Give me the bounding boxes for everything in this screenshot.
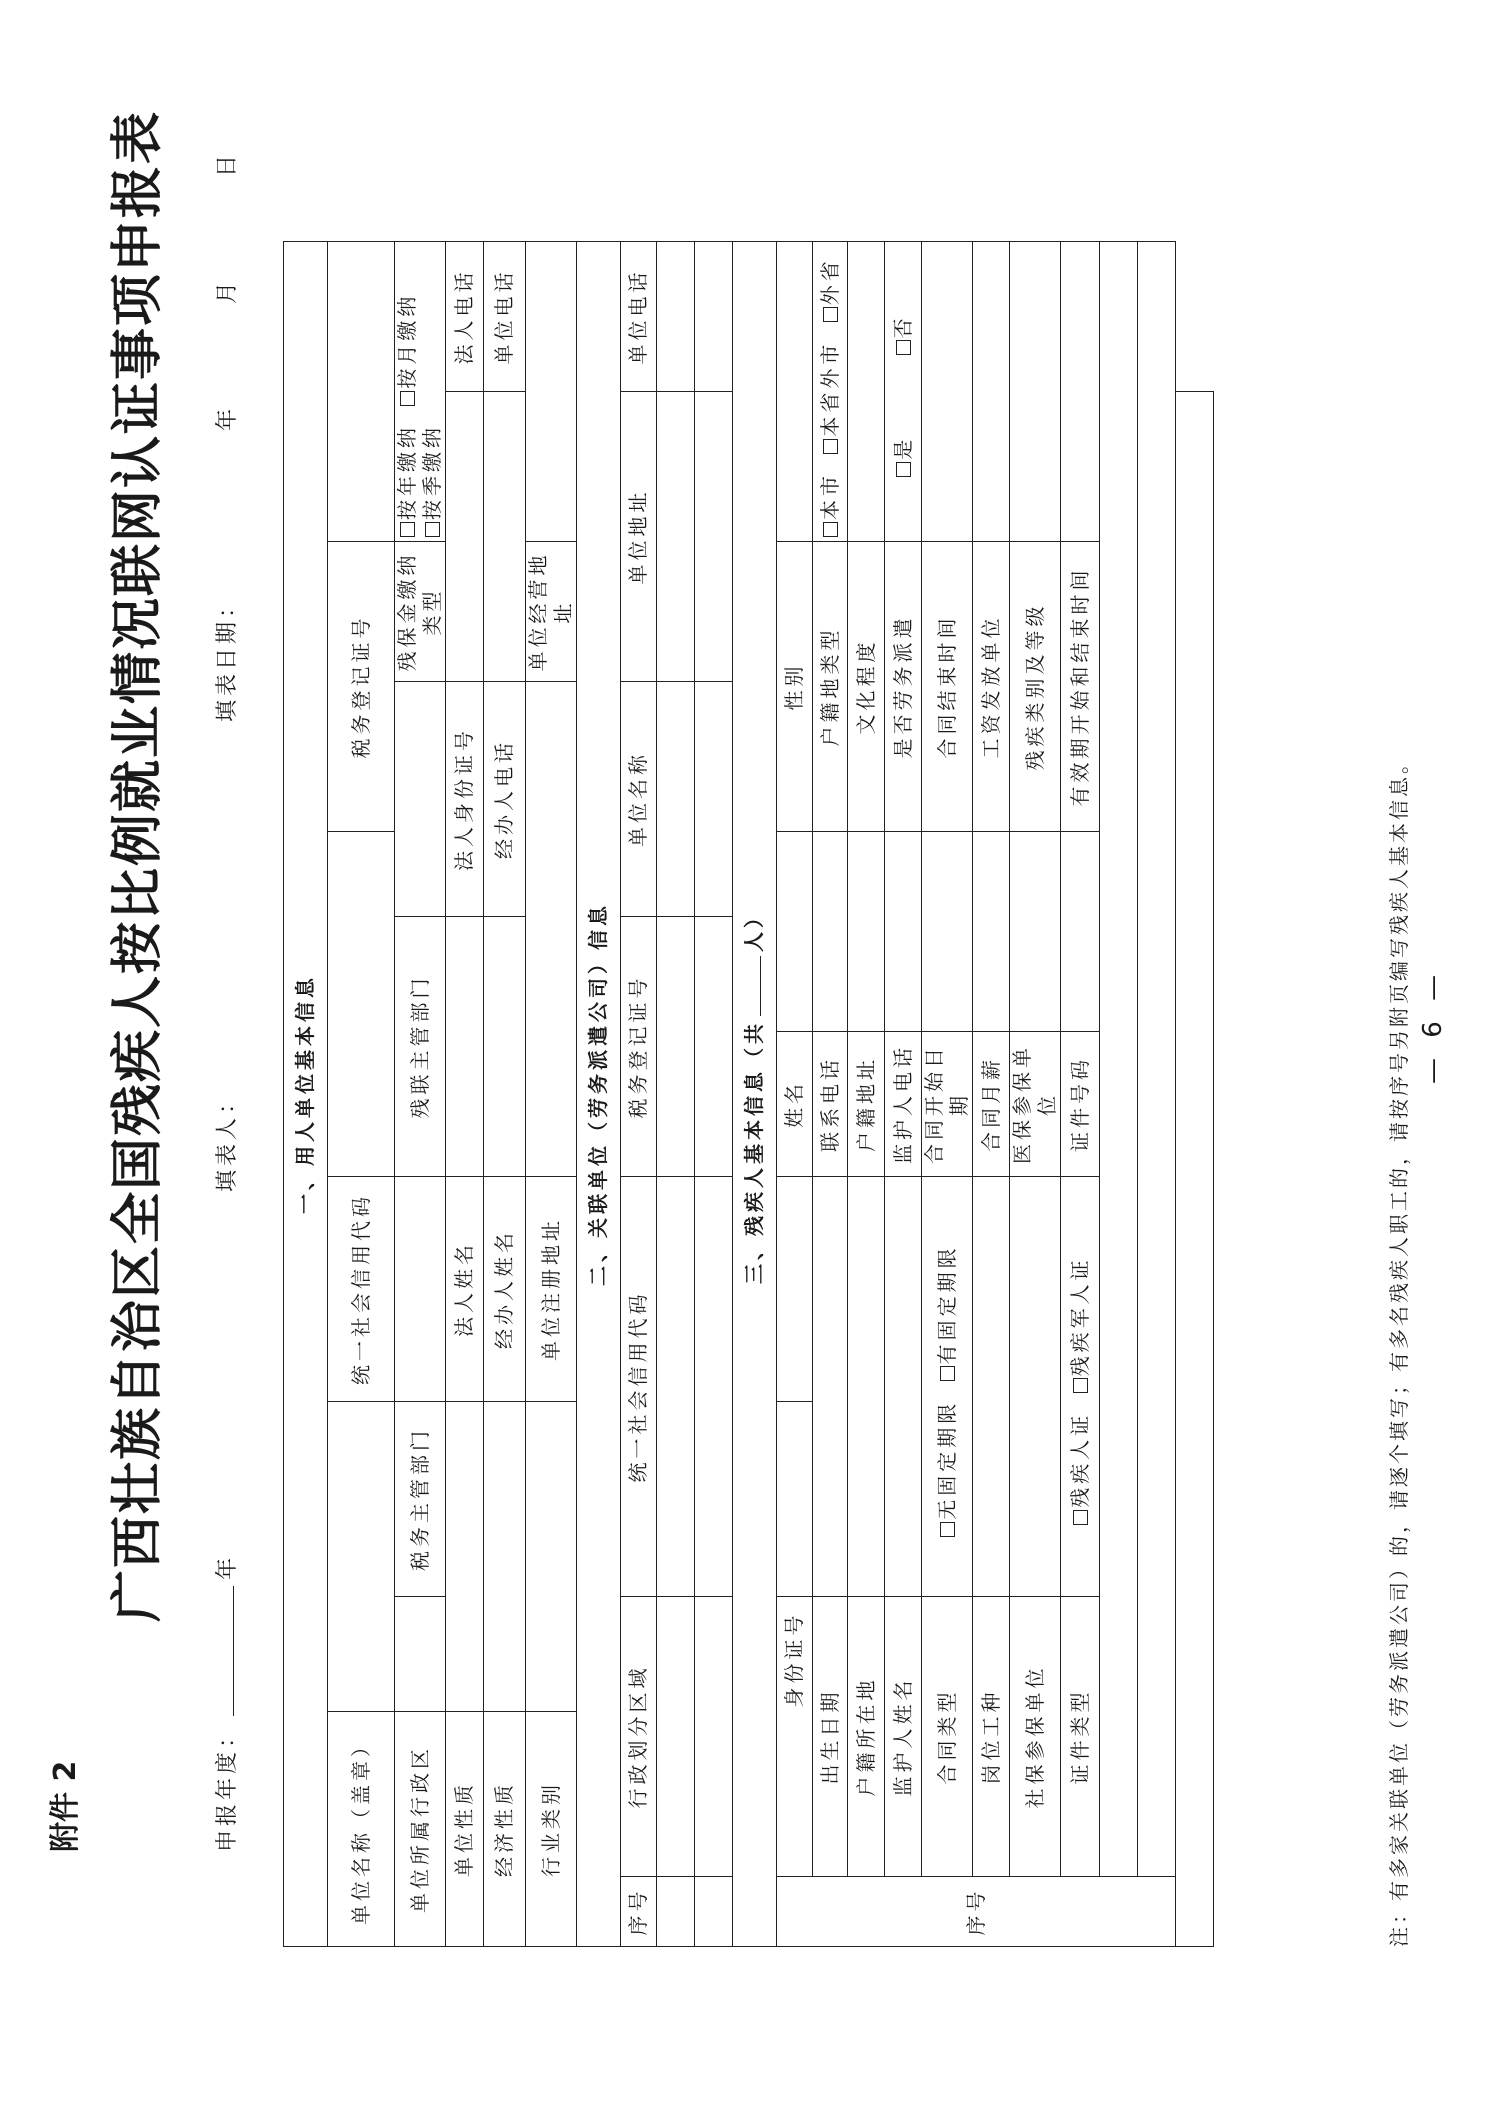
label-fee-type: 残保金缴纳类型 (395, 542, 446, 682)
value-tax-authority[interactable] (395, 1177, 446, 1402)
value-position[interactable] (973, 1177, 1010, 1597)
s2-header-region: 行政划分区域 (621, 1597, 657, 1877)
report-year-label: 申报年度： (215, 1721, 240, 1852)
section3-title-text: 三、残疾人基本信息（共 (742, 1020, 766, 1284)
label-unit-phone: 单位电话 (484, 242, 526, 392)
value-tax-reg-no[interactable] (328, 242, 395, 542)
checkbox-icon[interactable] (823, 307, 838, 322)
section3-title (733, 242, 777, 1947)
s2-cell[interactable] (657, 1177, 695, 1597)
filler-label: 填表人： (215, 1087, 240, 1192)
label-birth: 出生日期 (813, 1597, 848, 1877)
label-admin-region: 单位所属行政区 (395, 1712, 446, 1947)
checkbox-icon[interactable] (400, 391, 415, 406)
value-id-blank[interactable] (777, 1712, 813, 1877)
label-credit-code: 统一社会信用代码 (328, 1177, 395, 1402)
dispatched-options (885, 242, 922, 542)
s2-cell[interactable] (695, 392, 733, 682)
section3-title-tail: 人） (742, 904, 766, 952)
s2-header-unit-address: 单位地址 (621, 392, 657, 682)
value-disability-level[interactable] (1010, 242, 1061, 542)
fill-date-month: 月 (215, 277, 240, 304)
label-cert-no: 证件号码 (1061, 1032, 1100, 1177)
label-gender: 性别 (777, 542, 813, 832)
label-validity: 有效期开始和结束时间 (1061, 542, 1100, 832)
label-guardian-phone: 监护人电话 (885, 1032, 922, 1177)
label-social-ins-unit: 社保参保单位 (1010, 1597, 1061, 1877)
s2-header-credit-code: 统一社会信用代码 (621, 1177, 657, 1597)
checkbox-icon[interactable] (1073, 1378, 1088, 1393)
value-dpf-authority[interactable] (395, 682, 446, 917)
value-contract-start[interactable] (922, 832, 973, 1032)
label-id-no: 身份证号 (777, 1597, 813, 1712)
s2-header-unit-name: 单位名称 (621, 682, 657, 917)
value-social-ins-unit[interactable] (1010, 1177, 1061, 1597)
value-agent-phone[interactable] (484, 392, 526, 682)
s2-cell[interactable] (695, 917, 733, 1177)
s3-extra-row[interactable] (1176, 392, 1214, 1947)
value-industry[interactable] (526, 1402, 577, 1712)
report-year-blank[interactable] (233, 1586, 234, 1716)
value-legal-id[interactable] (446, 392, 484, 682)
value-payroll-unit[interactable] (973, 242, 1010, 542)
s2-cell[interactable] (657, 392, 695, 682)
fill-date-label: 填表日期： (215, 591, 240, 722)
value-contract-end[interactable] (922, 242, 973, 542)
label-dispatched: 是否劳务派遣 (885, 542, 922, 832)
value-legal-name[interactable] (446, 917, 484, 1177)
checkbox-icon[interactable] (896, 340, 911, 355)
label-industry: 行业类别 (526, 1712, 577, 1947)
label-agent-phone: 经办人电话 (484, 682, 526, 917)
cert-type-options (1061, 1177, 1100, 1597)
fill-date (210, 151, 241, 722)
footnote: 注：有多家关联单位（劳务派遣公司）的，请逐个填写；有多名残疾人职工的，请按序号另附页编写残疾人基本信息。 (1387, 751, 1411, 1947)
s2-cell[interactable] (695, 242, 733, 392)
label-contract-start: 合同开始日期 (922, 1032, 973, 1177)
hukou-option-province[interactable]: 本省外市 (818, 341, 842, 454)
s2-header-unit-phone: 单位电话 (621, 242, 657, 392)
label-reg-address: 单位注册地址 (526, 1177, 577, 1402)
label-tax-authority: 税务主管部门 (395, 1402, 446, 1597)
label-payroll-unit: 工资发放单位 (973, 542, 1010, 832)
label-contract-type: 合同类型 (922, 1597, 973, 1877)
checkbox-icon[interactable] (823, 439, 838, 454)
value-hukou-addr[interactable] (848, 832, 885, 1032)
label-econ-nature: 经济性质 (484, 1712, 526, 1947)
cert-option-disabled[interactable]: 残疾人证 (1068, 1412, 1092, 1525)
checkbox-icon[interactable] (823, 522, 838, 537)
s2-cell[interactable] (695, 1597, 733, 1877)
fee-option-yearly[interactable]: 按年缴纳 (395, 424, 419, 537)
value-name[interactable] (777, 832, 813, 1032)
s2-cell[interactable] (695, 682, 733, 917)
label-hukou-addr: 户籍地址 (848, 1032, 885, 1177)
contract-option-fixed[interactable]: 有固定期限 (935, 1244, 959, 1381)
dispatched-option-no[interactable]: 否 (891, 314, 915, 355)
checkbox-icon[interactable] (940, 1522, 955, 1537)
label-legal-id: 法人身份证号 (446, 682, 484, 917)
label-dpf-authority: 残联主管部门 (395, 917, 446, 1177)
fill-date-year: 年 (215, 404, 240, 431)
value-id-extra[interactable] (777, 1177, 813, 1402)
value-credit-code[interactable] (328, 832, 395, 1177)
label-hukou-type: 户籍地类型 (813, 542, 848, 832)
checkbox-icon[interactable] (896, 462, 911, 477)
label-medical-ins-unit: 医保参保单位 (1010, 1032, 1061, 1177)
value-admin-region[interactable] (395, 1597, 446, 1712)
label-contract-end: 合同结束时间 (922, 542, 973, 832)
value-guardian-name[interactable] (885, 1177, 922, 1597)
s2-cell[interactable] (657, 682, 695, 917)
value-monthly-salary[interactable] (973, 832, 1010, 1032)
declaration-form-table (283, 241, 1214, 1947)
label-position: 岗位工种 (973, 1597, 1010, 1877)
value-hukou-place[interactable] (848, 1177, 885, 1597)
hukou-option-city[interactable]: 本市 (818, 472, 842, 537)
hukou-option-other[interactable]: 外省 (818, 257, 842, 322)
value-cert-no[interactable] (1061, 832, 1100, 1032)
s3-extra-row[interactable] (1138, 242, 1176, 1877)
s2-cell[interactable] (657, 1877, 695, 1947)
value-op-address[interactable] (526, 242, 577, 542)
page-number: — 6 — (1418, 968, 1448, 1084)
label-unit-nature: 单位性质 (446, 1712, 484, 1947)
fee-option-monthly[interactable]: 按月缴纳 (395, 293, 419, 406)
hukou-type-options (813, 242, 848, 542)
value-phone[interactable] (813, 832, 848, 1032)
s2-cell[interactable] (657, 1597, 695, 1877)
value-medical-ins-unit[interactable] (1010, 832, 1061, 1032)
value-id-no[interactable] (777, 1402, 813, 1597)
label-disability-level: 残疾类别及等级 (1010, 542, 1061, 832)
checkbox-icon[interactable] (940, 1366, 955, 1381)
value-agent-name[interactable] (484, 917, 526, 1177)
label-education: 文化程度 (848, 542, 885, 832)
checkbox-icon[interactable] (1073, 1510, 1088, 1525)
label-monthly-salary: 合同月薪 (973, 1032, 1010, 1177)
s3-extra-row[interactable] (1100, 242, 1138, 1877)
s2-header-seq: 序号 (621, 1877, 657, 1947)
label-phone: 联系电话 (813, 1032, 848, 1177)
disabled-count-blank[interactable] (760, 956, 761, 1016)
fee-type-options (395, 242, 446, 542)
value-education[interactable] (848, 242, 885, 542)
label-legal-phone: 法人电话 (446, 242, 484, 392)
value-econ-nature[interactable] (484, 1402, 526, 1712)
value-unit-nature[interactable] (446, 1402, 484, 1712)
report-year-unit: 年 (215, 1553, 240, 1580)
section2-title: 二、关联单位（劳务派遣公司）信息 (577, 242, 621, 1947)
value-birth[interactable] (813, 1177, 848, 1597)
s2-cell[interactable] (657, 917, 695, 1177)
value-guardian-phone[interactable] (885, 832, 922, 1032)
cert-option-veteran[interactable]: 残疾军人证 (1068, 1256, 1092, 1393)
dispatched-option-yes[interactable]: 是 (891, 436, 915, 477)
label-op-address: 单位经营地址 (526, 542, 577, 682)
label-seq: 序号 (777, 1877, 1176, 1947)
s2-header-tax-reg-no: 税务登记证号 (621, 917, 657, 1177)
checkbox-icon[interactable] (400, 522, 415, 537)
form-title: 广西壮族自治区全国残疾人按比例就业情况联网认证事项申报表 (108, 109, 168, 1622)
label-agent-name: 经办人姓名 (484, 1177, 526, 1402)
report-year (210, 1554, 241, 1852)
label-tax-reg-no: 税务登记证号 (328, 542, 395, 832)
contract-type-options (922, 1177, 973, 1597)
label-hukou-place: 户籍所在地 (848, 1597, 885, 1877)
s2-cell[interactable] (695, 1177, 733, 1597)
label-cert-type: 证件类型 (1061, 1597, 1100, 1877)
contract-option-indefinite[interactable]: 无固定期限 (935, 1400, 959, 1537)
fill-date-day: 日 (215, 150, 240, 177)
s2-cell[interactable] (657, 242, 695, 392)
label-name: 姓名 (777, 1032, 813, 1177)
label-guardian-name: 监护人姓名 (885, 1597, 922, 1877)
attachment-label: 附件 2 (48, 1760, 83, 1852)
value-validity[interactable] (1061, 242, 1100, 542)
value-reg-address[interactable] (526, 682, 577, 1177)
checkbox-icon[interactable] (425, 522, 440, 537)
fee-option-quarterly[interactable]: 按季缴纳 (420, 424, 444, 537)
value-unit-name[interactable] (328, 1402, 395, 1712)
label-legal-name: 法人姓名 (446, 1177, 484, 1402)
label-unit-name: 单位名称（盖章） (328, 1712, 395, 1947)
s2-cell[interactable] (695, 1877, 733, 1947)
value-gender[interactable] (777, 242, 813, 542)
section1-title: 一、用人单位基本信息 (284, 242, 328, 1947)
